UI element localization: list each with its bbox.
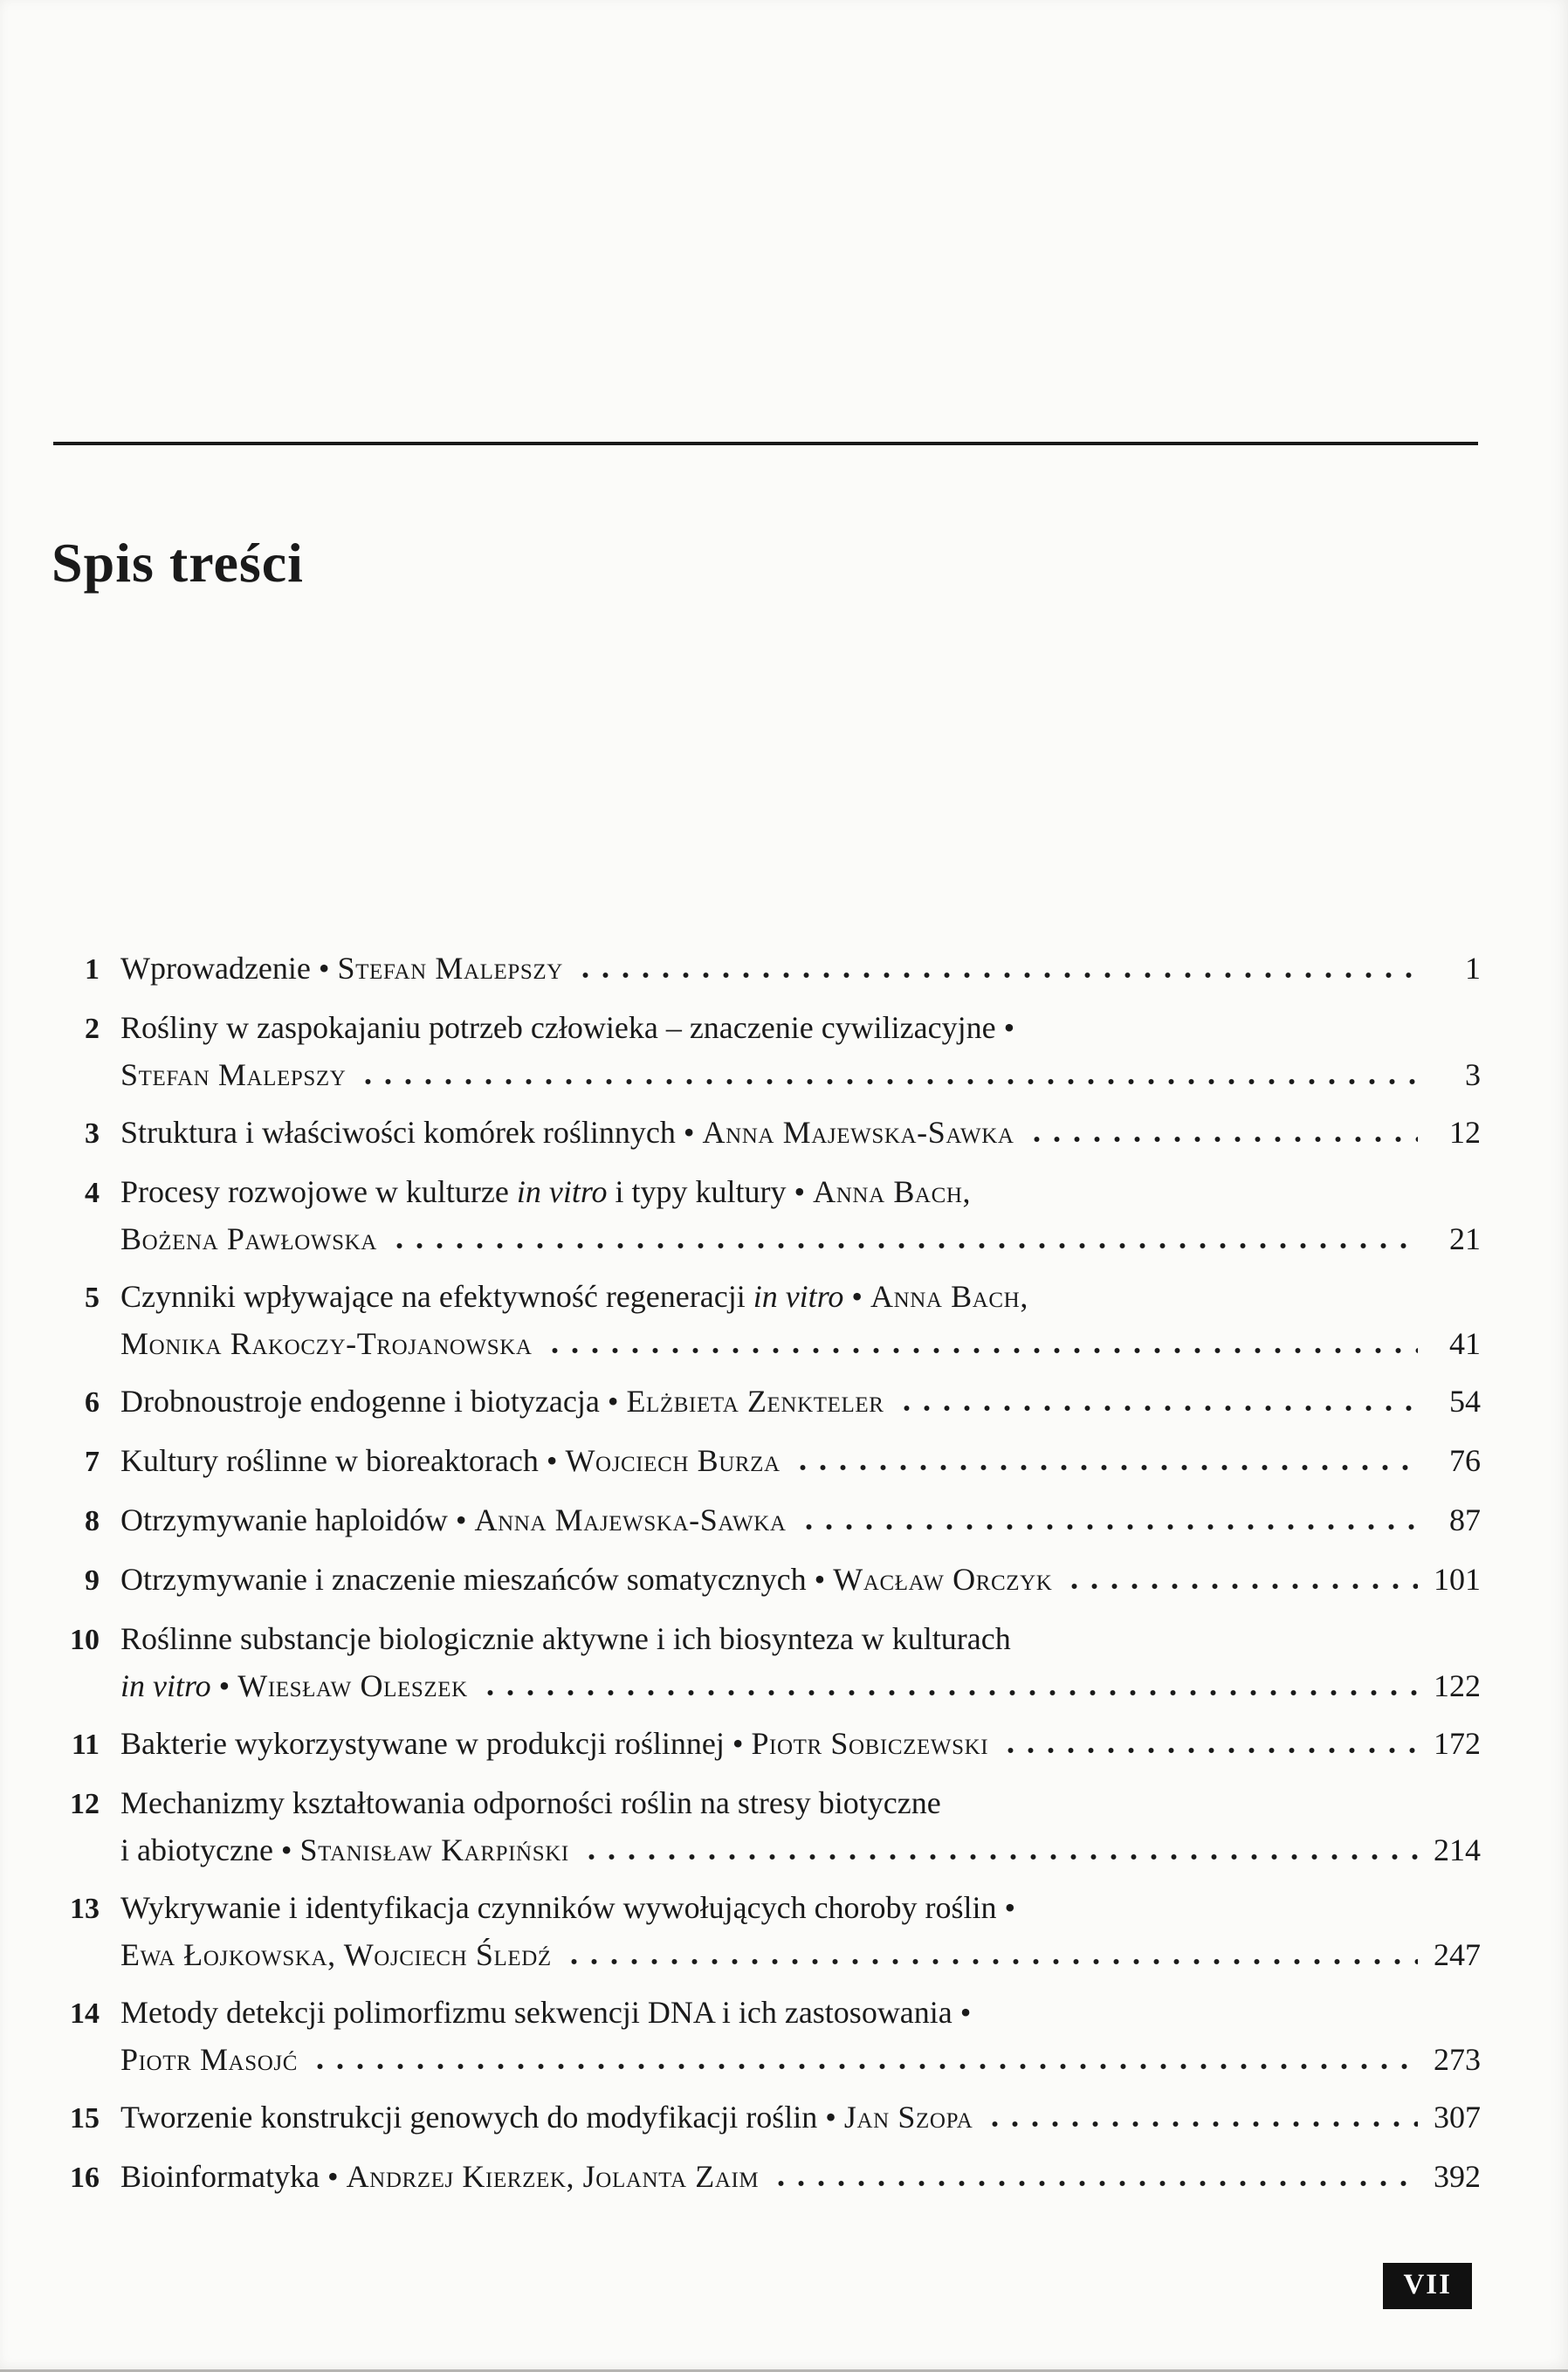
entry-number: 3 — [85, 1117, 100, 1150]
entry-content — [120, 1109, 1481, 1156]
entry-page-number: 54 — [1449, 1384, 1481, 1419]
toc-entry — [59, 2094, 1481, 2142]
entry-number: 10 — [70, 1624, 100, 1656]
entry-line — [120, 1168, 1481, 1215]
entry-number: 7 — [85, 1446, 100, 1478]
entry-page-number: 247 — [1434, 1937, 1481, 1972]
entry-number: 9 — [85, 1564, 100, 1597]
entry-content — [120, 945, 1481, 992]
entry-text: Stefan Malepszy — [120, 1057, 347, 1092]
entry-text: Otrzymywanie i znaczenie mieszańców somatycznych • Wacław Orczyk — [120, 1562, 1053, 1597]
toc-entry — [59, 1109, 1481, 1158]
entry-number: 14 — [70, 1997, 100, 2030]
entry-number: 4 — [85, 1177, 100, 1209]
dot-leader — [897, 1405, 1419, 1412]
entry-text: Monika Rakoczy-Trojanowska — [120, 1326, 533, 1361]
dot-leader — [1027, 1136, 1419, 1143]
entry-line — [120, 1556, 1481, 1603]
entry-page-number: 87 — [1449, 1502, 1481, 1537]
dot-leader — [358, 1078, 1418, 1085]
entry-line — [120, 1662, 1481, 1709]
entry-number: 16 — [70, 2162, 100, 2194]
dot-leader — [1001, 1747, 1418, 1754]
entry-text: Mechanizmy kształtowania odporności roślin na stresy biotyczne — [120, 1785, 941, 1820]
toc-list — [59, 945, 1481, 2212]
toc-entry — [59, 1437, 1481, 1486]
dot-leader — [771, 2180, 1418, 2187]
entry-text: Procesy rozwojowe w kulturze in vitro i typy kultury • Anna Bach, — [120, 1174, 972, 1209]
toc-entry — [59, 1004, 1481, 1098]
entry-text: Czynniki wpływające na efektywność regeneracji in vitro • Anna Bach, — [120, 1279, 1028, 1314]
entry-number: 8 — [85, 1505, 100, 1537]
toc-entry — [59, 1884, 1481, 1978]
entry-text: Tworzenie konstrukcji genowych do modyfikacji roślin • Jan Szopa — [120, 2100, 973, 2135]
entry-content — [120, 1273, 1481, 1367]
entry-text: Drobnoustroje endogenne i biotyzacja • Elżbieta Zenkteler — [120, 1384, 884, 1419]
entry-line — [120, 1615, 1481, 1662]
entry-page-number: 122 — [1434, 1668, 1481, 1703]
dot-leader — [545, 1347, 1418, 1354]
entry-page-number: 76 — [1449, 1443, 1481, 1478]
entry-text: Otrzymywanie haploidów • Anna Majewska-Sawka — [120, 1502, 787, 1537]
entry-text: Wprowadzenie • Stefan Malepszy — [120, 951, 563, 986]
entry-text: Roślinne substancje biologicznie aktywne i ich biosynteza w kulturach — [120, 1621, 1011, 1656]
toc-entry — [59, 1168, 1481, 1262]
toc-entry — [59, 1615, 1481, 1709]
dot-leader — [480, 1689, 1418, 1696]
entry-page-number: 273 — [1434, 2042, 1481, 2077]
entry-line — [120, 1931, 1481, 1978]
entry-page-number: 3 — [1465, 1057, 1481, 1092]
top-divider — [53, 442, 1478, 445]
dot-leader — [575, 972, 1418, 979]
toc-entry — [59, 1378, 1481, 1427]
entry-line — [120, 1989, 1481, 2036]
entry-line — [120, 1884, 1481, 1931]
entry-content — [120, 1004, 1481, 1098]
entry-content — [120, 1556, 1481, 1603]
entry-number: 15 — [70, 2102, 100, 2135]
entry-line — [120, 1273, 1481, 1320]
entry-line — [120, 1051, 1481, 1098]
entry-content — [120, 2153, 1481, 2200]
page-title: Spis treści — [52, 532, 304, 594]
entry-line — [120, 1215, 1481, 1262]
entry-content — [120, 1720, 1481, 1767]
toc-entry — [59, 2153, 1481, 2202]
dot-leader — [581, 1853, 1418, 1860]
entry-line — [120, 945, 1481, 992]
entry-text: Rośliny w zaspokajaniu potrzeb człowieka – znaczenie cywilizacyjne • — [120, 1010, 1015, 1045]
entry-text: Ewa Łojkowska, Wojciech Śledź — [120, 1937, 552, 1972]
entry-text: Kultury roślinne w bioreaktorach • Wojciech Burza — [120, 1443, 781, 1478]
toc-entry — [59, 1273, 1481, 1367]
entry-content — [120, 2094, 1481, 2141]
entry-content — [120, 1989, 1481, 2083]
entry-page-number: 41 — [1449, 1326, 1481, 1361]
entry-page-number: 1 — [1465, 951, 1481, 986]
toc-entry — [59, 945, 1481, 993]
entry-content — [120, 1884, 1481, 1978]
dot-leader — [1064, 1583, 1418, 1590]
dot-leader — [389, 1242, 1418, 1249]
dot-leader — [564, 1958, 1418, 1965]
dot-leader — [985, 2121, 1418, 2128]
entry-text: Bioinformatyka • Andrzej Kierzek, Jolanta Zaim — [120, 2159, 760, 2194]
entry-number: 1 — [85, 953, 100, 986]
entry-text: Struktura i właściwości komórek roślinnych • Anna Majewska-Sawka — [120, 1115, 1014, 1150]
entry-line — [120, 1004, 1481, 1051]
entry-number: 2 — [85, 1013, 100, 1045]
entry-page-number: 307 — [1434, 2100, 1481, 2135]
entry-text: Piotr Masojć — [120, 2042, 298, 2077]
entry-number: 13 — [70, 1893, 100, 1925]
entry-page-number: 172 — [1434, 1726, 1481, 1761]
entry-line — [120, 1320, 1481, 1367]
entry-line — [120, 1779, 1481, 1826]
entry-text: Bożena Pawłowska — [120, 1221, 377, 1256]
entry-number: 5 — [85, 1282, 100, 1314]
entry-line — [120, 1496, 1481, 1544]
entry-content — [120, 1779, 1481, 1874]
entry-line — [120, 1378, 1481, 1425]
entry-line — [120, 1437, 1481, 1484]
toc-entry — [59, 1779, 1481, 1874]
entry-page-number: 21 — [1449, 1221, 1481, 1256]
entry-number: 11 — [71, 1729, 100, 1761]
entry-line — [120, 1720, 1481, 1767]
entry-line — [120, 1826, 1481, 1874]
dot-leader — [799, 1523, 1418, 1530]
folio-badge: VII — [1383, 2263, 1472, 2309]
entry-page-number: 392 — [1434, 2159, 1481, 2194]
dot-leader — [310, 2063, 1418, 2070]
entry-line — [120, 2036, 1481, 2083]
entry-content — [120, 1615, 1481, 1709]
entry-number: 12 — [70, 1788, 100, 1820]
entry-content — [120, 1378, 1481, 1425]
entry-text: in vitro • Wiesław Oleszek — [120, 1668, 468, 1703]
toc-entry — [59, 1720, 1481, 1769]
toc-entry — [59, 1556, 1481, 1605]
toc-entry — [59, 1989, 1481, 2083]
entry-line — [120, 1109, 1481, 1156]
entry-text: i abiotyczne • Stanisław Karpiński — [120, 1832, 569, 1867]
dot-leader — [793, 1464, 1418, 1471]
entry-text: Bakterie wykorzystywane w produkcji roślinnej • Piotr Sobiczewski — [120, 1726, 989, 1761]
entry-page-number: 214 — [1434, 1832, 1481, 1867]
entry-line — [120, 2153, 1481, 2200]
entry-line — [120, 2094, 1481, 2141]
entry-content — [120, 1168, 1481, 1262]
toc-entry — [59, 1496, 1481, 1545]
entry-page-number: 101 — [1434, 1562, 1481, 1597]
entry-page-number: 12 — [1449, 1115, 1481, 1150]
entry-text: Metody detekcji polimorfizmu sekwencji DNA i ich zastosowania • — [120, 1995, 972, 2030]
entry-content — [120, 1496, 1481, 1544]
entry-text: Wykrywanie i identyfikacja czynników wywołujących choroby roślin • — [120, 1890, 1016, 1925]
entry-number: 6 — [85, 1386, 100, 1419]
entry-content — [120, 1437, 1481, 1484]
